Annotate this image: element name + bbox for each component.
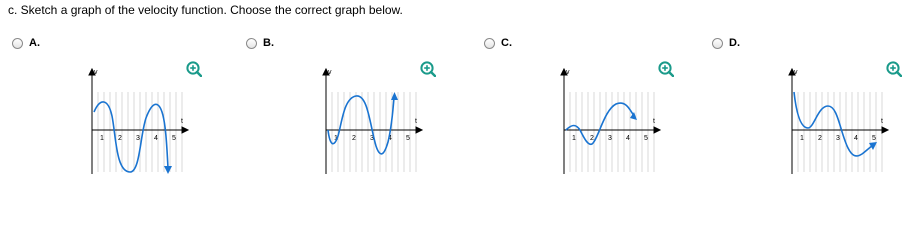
v-axis-label: v — [94, 69, 98, 76]
graph-a — [78, 64, 198, 179]
tick-label: 5 — [406, 135, 410, 142]
grid — [570, 92, 654, 172]
option-b[interactable] — [246, 38, 446, 178]
tick-label: 4 — [854, 135, 858, 142]
question-text: c. Sketch a graph of the velocity function. Choose the correct graph below. — [8, 3, 403, 17]
radio-button-a[interactable] — [12, 38, 23, 49]
tick-label: 5 — [172, 135, 176, 142]
tick-label: 1 — [800, 135, 804, 142]
option-d[interactable] — [712, 38, 912, 178]
velocity-curve — [794, 92, 872, 156]
graph-d — [778, 64, 898, 179]
tick-label: 3 — [370, 135, 374, 142]
t-axis-label: t — [881, 118, 883, 125]
grid — [332, 92, 416, 172]
tick-label: 5 — [644, 135, 648, 142]
graph-c — [550, 64, 670, 179]
zoom-in-icon[interactable] — [186, 61, 202, 77]
tick-label: 2 — [818, 135, 822, 142]
tick-label: 2 — [118, 135, 122, 142]
radio-button-c[interactable] — [484, 38, 495, 49]
t-axis-label: t — [181, 118, 183, 125]
grid — [798, 92, 882, 172]
tick-label: 4 — [154, 135, 158, 142]
tick-label: 1 — [334, 135, 338, 142]
v-axis-label: v — [566, 69, 570, 76]
grid — [98, 92, 182, 172]
tick-label: 2 — [352, 135, 356, 142]
radio-button-d[interactable] — [712, 38, 723, 49]
t-axis-label: t — [653, 118, 655, 125]
tick-label: 4 — [626, 135, 630, 142]
tick-label: 3 — [836, 135, 840, 142]
tick-label: 1 — [100, 135, 104, 142]
zoom-in-icon[interactable] — [658, 61, 674, 77]
graph-b — [312, 64, 432, 179]
zoom-in-icon[interactable] — [886, 61, 902, 77]
option-b-label: B. — [263, 37, 274, 49]
v-axis-label: v — [794, 69, 798, 76]
tick-label: 5 — [872, 135, 876, 142]
curve-arrowhead — [164, 166, 172, 174]
v-axis-label: v — [328, 69, 332, 76]
option-c-label: C. — [501, 37, 512, 49]
tick-label: 1 — [572, 135, 576, 142]
option-d-label: D. — [729, 37, 740, 49]
tick-label: 2 — [590, 135, 594, 142]
zoom-in-icon[interactable] — [420, 61, 436, 77]
option-c[interactable] — [484, 38, 684, 178]
tick-label: 3 — [136, 135, 140, 142]
option-a[interactable] — [12, 38, 212, 178]
tick-label: 3 — [608, 135, 612, 142]
radio-button-b[interactable] — [246, 38, 257, 49]
option-a-label: A. — [29, 37, 40, 49]
tick-label: 4 — [388, 135, 392, 142]
t-axis-label: t — [415, 118, 417, 125]
